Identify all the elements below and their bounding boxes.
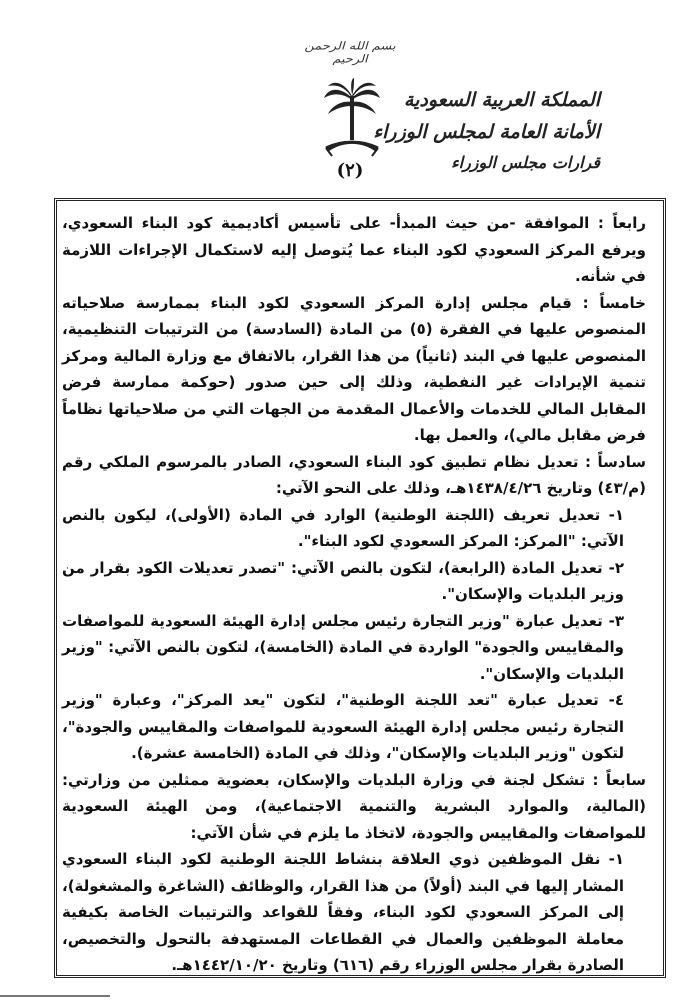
scan-edge-line <box>0 995 110 997</box>
country-name: المملكة العربية السعودية <box>403 89 600 111</box>
decisions-label: قرارات مجلس الوزراء <box>451 153 600 172</box>
clause-sixth-item-4: ٤- تعديل عبارة "تعد اللجنة الوطنية"، لتكون "يعد المركز"، وعبارة "وزير التجارة رئيس مجلس إدارة الهيئة السعودية للمواصفات والمقاييس والجودة"، لتكون "وزير البلديات والإسكان"، وذلك في المادة (الخامسة عشرة). <box>62 691 624 762</box>
decision-body <box>62 210 646 979</box>
page-number: (٢) <box>336 160 364 181</box>
basmala: بسم الله الرحمن الرحيم <box>304 40 396 66</box>
clause-fourth: رابعاً : الموافقة -من حيث المبدأ- على تأسيس أكاديمية كود البناء السعودي، ويرفع المركز السعودي لكود البناء عما يُتوصل إليه لاستكمال الإجراءات اللازمة في شأنه. <box>62 214 646 285</box>
clause-sixth-item-2: ٢- تعديل المادة (الرابعة)، لتكون بالنص الآتي: "تصدر تعديلات الكود بقرار من وزير البلديات والإسكان". <box>62 558 624 603</box>
clause-fifth: خامساً : قيام مجلس إدارة المركز السعودي لكود البناء بممارسة صلاحياته المنصوص عليها في الفقرة (٥) من المادة (السادسة) من الترتيبات التنظيمية، المنصوص عليها في البند (ثانياً) من هذا القرار، بالاتفاق مع وزارة المالية ومركز تنمية الإيرادات غير النفطية، وذلك إلى حين صدور (حوكمة ممارسة فرض المقابل المالي للخدمات والأعمال المقدمة من الجهات التي من صلاحياتها نظاماً فرض مقابل مالي)، والعمل بها. <box>62 293 646 444</box>
secretariat-name: الأمانة العامة لمجلس الوزراء <box>373 121 600 143</box>
clause-seventh: سابعاً : تشكل لجنة في وزارة البلديات والإسكان، بعضوية ممثلين من وزارتي: (المالية، والموارد البشرية والتنمية الاجتماعية)، ومن الهيئة السعودية للمواصفات والمقاييس والجودة، لاتخاذ ما يلزم في شأن الآتي: <box>62 770 646 842</box>
clause-sixth: سادساً : تعديل نظام تطبيق كود البناء السعودي، الصادر بالمرسوم الملكي رقم (م/٤٣) وتاريخ ١٤٣٨/٤/٢٦هـ، وذلك على النحو الآتي: <box>62 452 646 497</box>
letterhead <box>373 84 600 178</box>
clause-sixth-item-3: ٣- تعديل عبارة "وزير التجارة رئيس مجلس إدارة الهيئة السعودية للمواصفات والمقاييس والجودة" الواردة في المادة (الخامسة)، لتكون بالنص الآتي: "وزير البلديات والإسكان". <box>62 611 624 683</box>
clause-seventh-item-1: ١- نقل الموظفين ذوي العلاقة بنشاط اللجنة الوطنية لكود البناء السعودي المشار إليها في البند (أولاً) من هذا القرار، والوظائف (الشاغرة والمشغولة)، إلى المركز السعودي لكود البناء، وفقاً للقواعد والترتيبات الخاصة بكيفية معاملة الموظفين والعمال في القطاعات المستهدفة بالتحول والتخصيص، الصادرة بقرار مجلس الوزراء رقم (٦١٦) وتاريخ ١٤٤٢/١٠/٢٠هـ. <box>62 850 624 974</box>
clause-sixth-item-1: ١- تعديل تعريف (اللجنة الوطنية) الوارد في المادة (الأولى)، ليكون بالنص الآتي: "المركز: المركز السعودي لكود البناء". <box>62 505 624 550</box>
